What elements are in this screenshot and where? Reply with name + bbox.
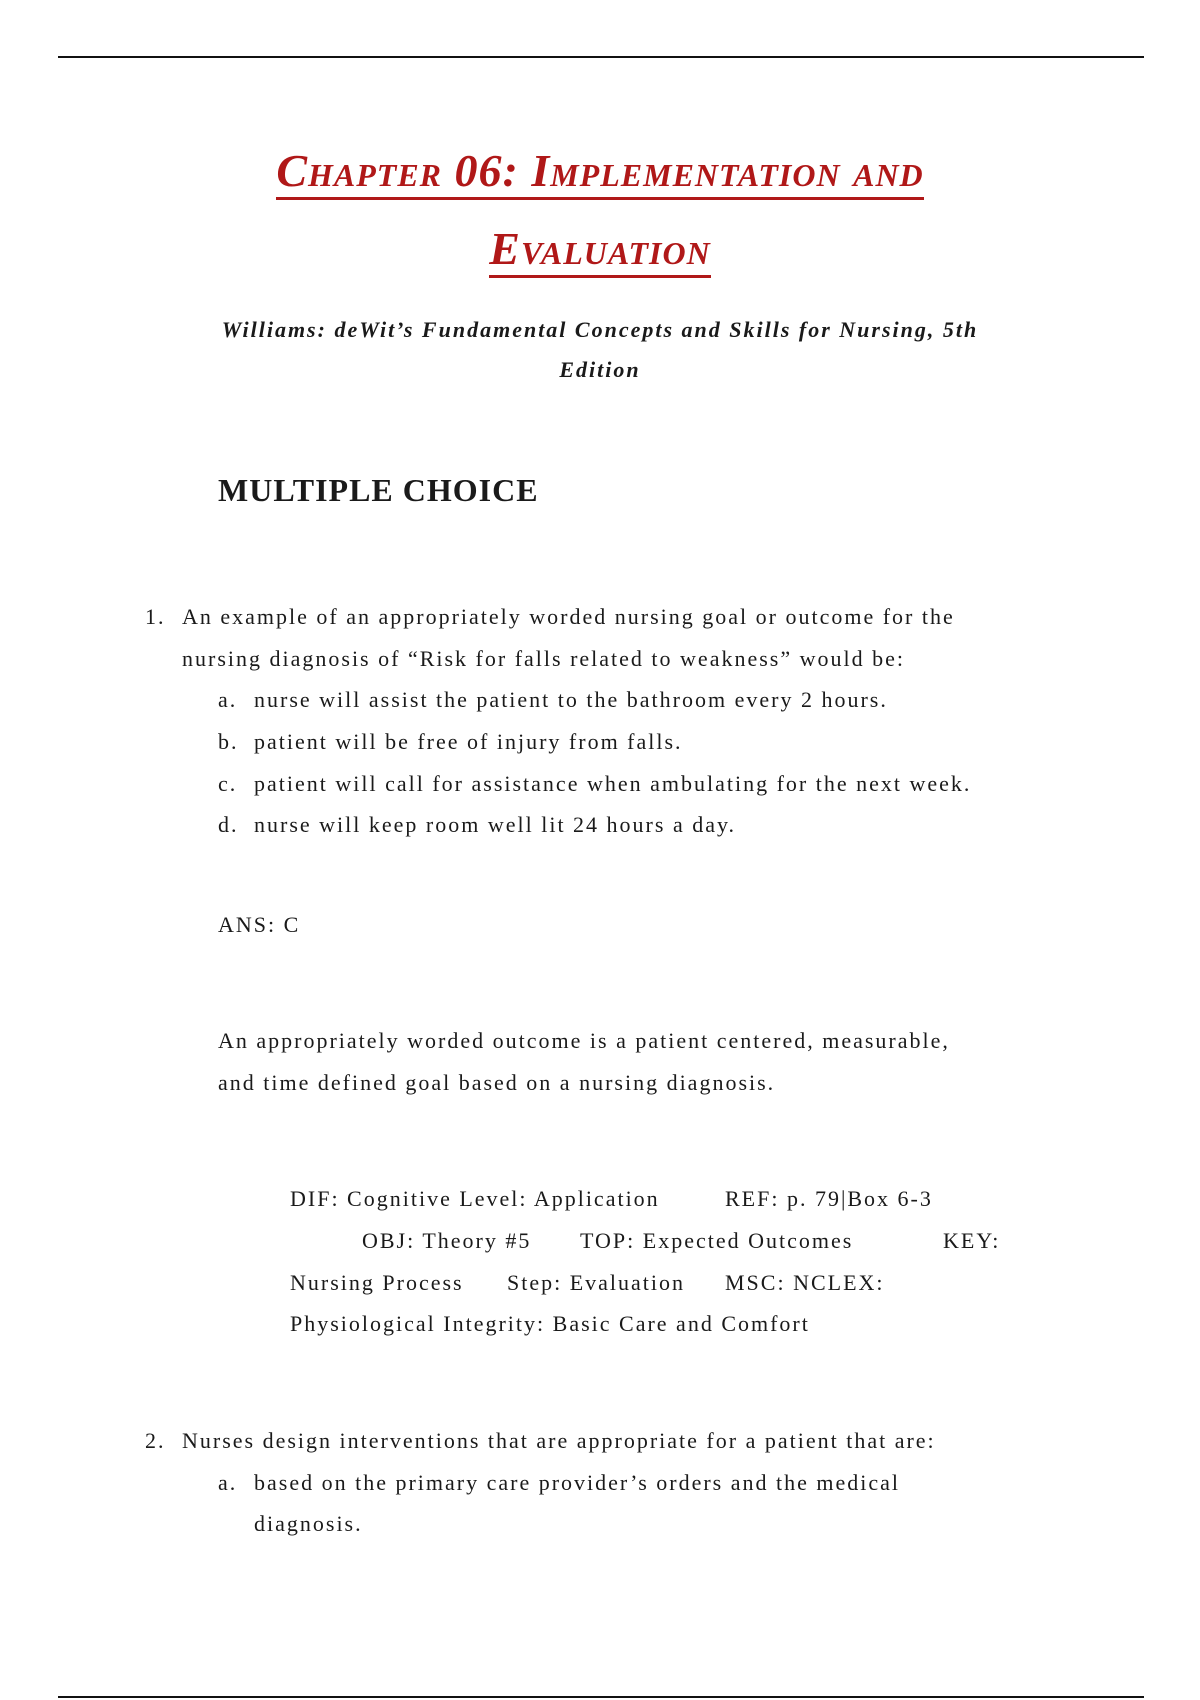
meta-dif: DIF: Cognitive Level: Application bbox=[290, 1186, 660, 1211]
option-letter: b. bbox=[218, 729, 239, 754]
top-rule bbox=[58, 56, 1144, 58]
rationale-line2: and time defined goal based on a nursing diagnosis. bbox=[218, 1070, 776, 1095]
meta-step: Step: Evaluation bbox=[507, 1270, 686, 1295]
answer: ANS: C bbox=[218, 912, 301, 937]
option-text: nurse will keep room well lit 24 hours a day. bbox=[254, 812, 737, 837]
chapter-title-line1: Chapter 06: Implementation and bbox=[0, 144, 1200, 197]
question-number: 2. bbox=[145, 1428, 166, 1453]
bottom-rule bbox=[58, 1696, 1144, 1698]
meta-msc: MSC: NCLEX: bbox=[725, 1270, 885, 1295]
option-text: patient will be free of injury from falls. bbox=[254, 729, 683, 754]
option-letter: a. bbox=[218, 687, 238, 712]
meta-obj: OBJ: Theory #5 bbox=[362, 1228, 532, 1253]
meta-key: KEY: bbox=[943, 1228, 1001, 1253]
option-letter: d. bbox=[218, 812, 239, 837]
option-text-line1: based on the primary care provider’s orders and the medical bbox=[254, 1470, 900, 1495]
option-letter: a. bbox=[218, 1470, 238, 1495]
chapter-title-line2: Evaluation bbox=[0, 222, 1200, 275]
subtitle-line1: Williams: deWit’s Fundamental Concepts and Skills for Nursing, 5th bbox=[221, 317, 979, 342]
meta-key-value: Nursing Process bbox=[290, 1270, 464, 1295]
question-stem-line2: nursing diagnosis of “Risk for falls related to weakness” would be: bbox=[182, 646, 905, 671]
question-number: 1. bbox=[145, 604, 166, 629]
subtitle-line2: Edition bbox=[559, 357, 641, 382]
book-subtitle bbox=[150, 310, 1050, 390]
section-heading: MULTIPLE CHOICE bbox=[218, 472, 539, 508]
meta-ref: REF: p. 79|Box 6-3 bbox=[725, 1186, 933, 1211]
option-text-line2: diagnosis. bbox=[254, 1511, 363, 1536]
meta-top: TOP: Expected Outcomes bbox=[580, 1228, 854, 1253]
option-text: nurse will assist the patient to the bathroom every 2 hours. bbox=[254, 687, 888, 712]
question-stem-line1: An example of an appropriately worded nursing goal or outcome for the bbox=[182, 604, 955, 629]
question-stem-line1: Nurses design interventions that are appropriate for a patient that are: bbox=[182, 1428, 936, 1453]
option-letter: c. bbox=[218, 771, 238, 796]
option-text: patient will call for assistance when ambulating for the next week. bbox=[254, 771, 972, 796]
rationale-line1: An appropriately worded outcome is a patient centered, measurable, bbox=[218, 1028, 950, 1053]
meta-msc-value: Physiological Integrity: Basic Care and Comfort bbox=[290, 1311, 810, 1336]
